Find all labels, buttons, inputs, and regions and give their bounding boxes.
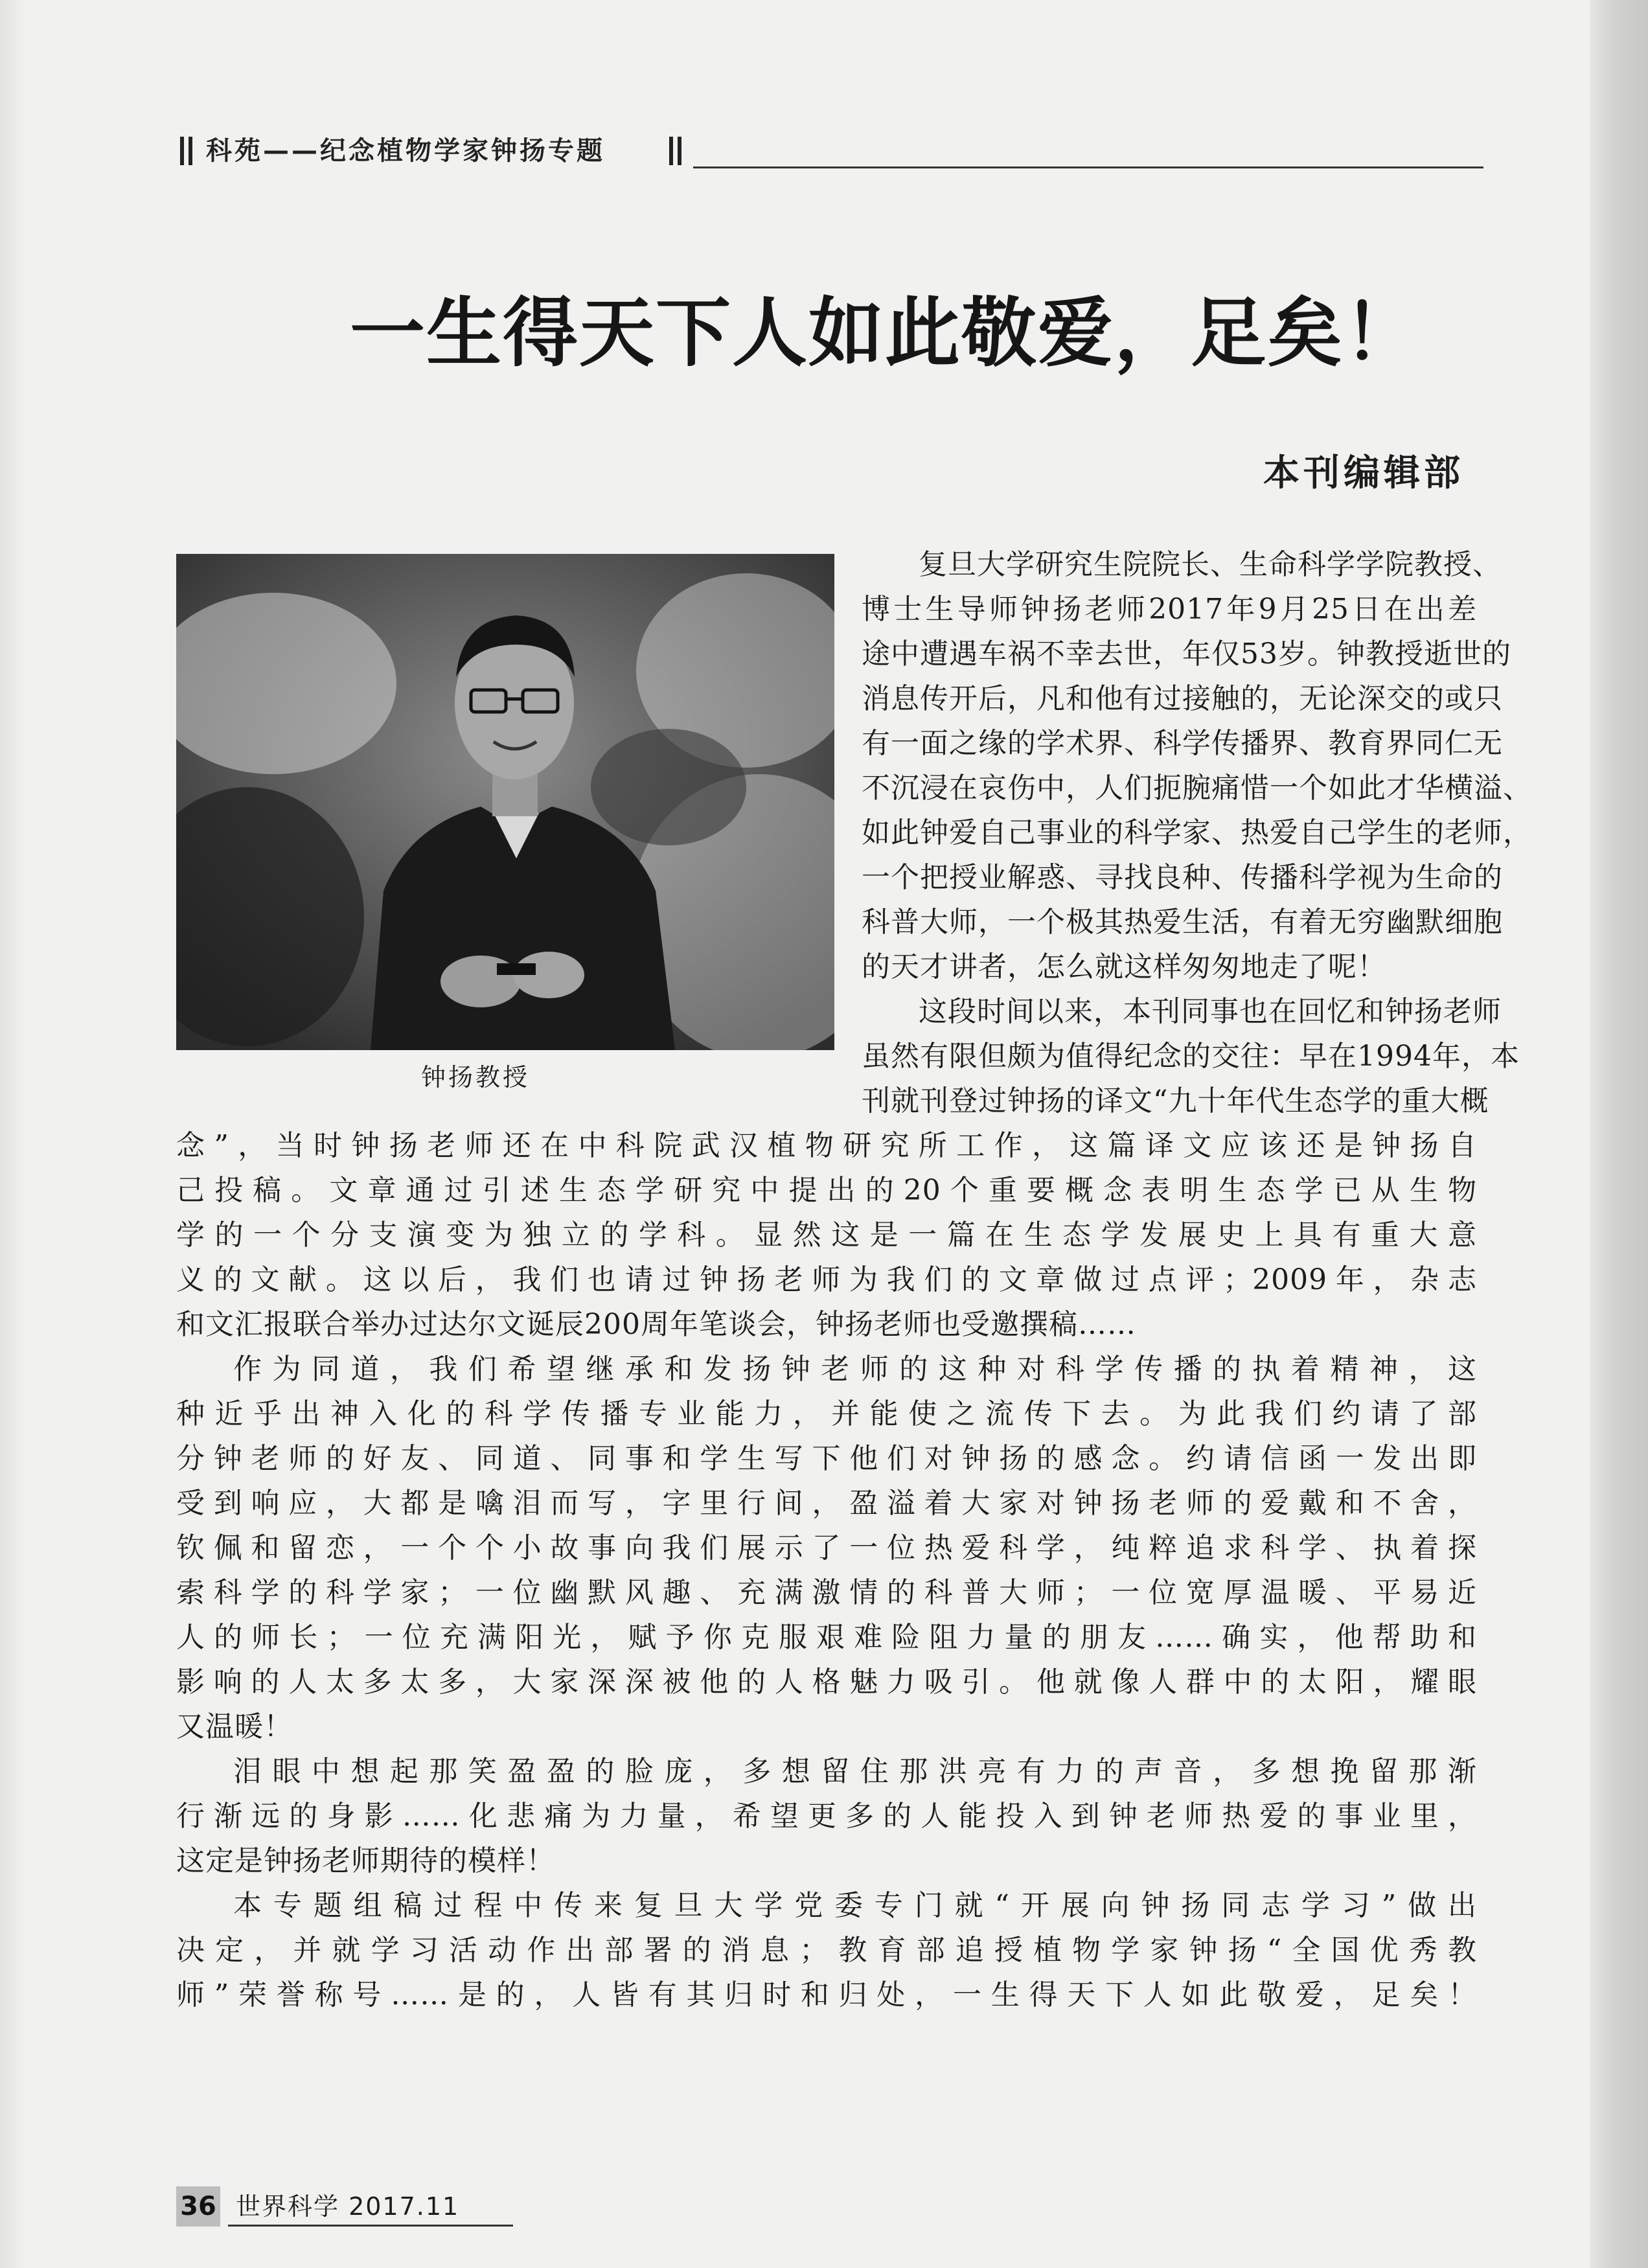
body-line: 作为同道，我们希望继承和发扬钟老师的这种对科学传播的执着精神，这 <box>233 1353 1477 1386</box>
body-line: 念”，当时钟扬老师还在中科院武汉植物研究所工作，这篇译文应该还是钟扬自 <box>176 1129 1477 1162</box>
body-line: 义的文献。这以后，我们也请过钟扬老师为我们的文章做过点评；2009年，杂志 <box>176 1263 1477 1296</box>
body-line: 科普大师，一个极其热爱生活，有着无穷幽默细胞 <box>862 906 1503 939</box>
body-line: 人的师长；一位充满阳光，赋予你克服艰难险阻力量的朋友……确实，他帮助和 <box>176 1621 1477 1654</box>
body-line: 博士生导师钟扬老师2017年9月25日在出差 <box>862 593 1477 626</box>
body-line: 这定是钟扬老师期待的模样！ <box>176 1844 555 1877</box>
body-line: 复旦大学研究生院院长、生命科学学院教授、 <box>919 548 1502 581</box>
body-line: 和文汇报联合举办过达尔文诞辰200周年笔谈会，钟扬老师也受邀撰稿…… <box>176 1308 1136 1341</box>
portrait-photo <box>176 554 834 1050</box>
body-line: 行渐远的身影……化悲痛为力量，希望更多的人能投入到钟老师热爱的事业里， <box>176 1800 1477 1833</box>
article-title: 一生得天下人如此敬爱，足矣！ <box>350 290 1420 377</box>
body-line: 分钟老师的好友、同道、同事和学生写下他们对钟扬的感念。约请信函一发出即 <box>176 1442 1477 1475</box>
body-line: 有一面之缘的学术界、科学传播界、教育界同仁无 <box>862 727 1503 760</box>
body-line: 消息传开后，凡和他有过接触的，无论深交的或只 <box>862 682 1503 715</box>
body-line: 如此钟爱自己事业的科学家、热爱自己学生的老师， <box>862 816 1532 849</box>
body-line: 本专题组稿过程中传来复旦大学党委专门就“开展向钟扬同志学习”做出 <box>233 1889 1477 1922</box>
body-line: 这段时间以来，本刊同事也在回忆和钟扬老师 <box>919 995 1502 1028</box>
body-line: 受到响应，大都是噙泪而写，字里行间，盈溢着大家对钟扬老师的爱戴和不舍， <box>176 1487 1477 1520</box>
page-number: 36 <box>176 2186 220 2227</box>
body-line: 钦佩和留恋，一个个小故事向我们展示了一位热爱科学，纯粹追求科学、执着探 <box>176 1531 1477 1564</box>
journal-issue: 世界科学 2017.11 <box>236 2192 460 2221</box>
page-footer <box>176 2186 513 2227</box>
body-line: 一个把授业解惑、寻找良种、传播科学视为生命的 <box>862 861 1503 894</box>
body-line: 泪眼中想起那笑盈盈的脸庞，多想留住那洪亮有力的声音，多想挽留那渐 <box>233 1755 1477 1788</box>
body-line: 的天才讲者，怎么就这样匆匆地走了呢！ <box>862 950 1386 983</box>
header-bars-left <box>180 137 194 165</box>
page-edge-right <box>1590 0 1648 2268</box>
footer-rule <box>228 2225 513 2227</box>
body-line: 种近乎出神入化的科学传播专业能力，并能使之流传下去。为此我们约请了部 <box>176 1397 1477 1430</box>
photo-caption: 钟扬教授 <box>421 1063 531 1092</box>
bleed-through <box>862 207 1432 246</box>
article-byline: 本刊编辑部 <box>1263 452 1464 494</box>
body-line: 刊就刊登过钟扬的译文“九十年代生态学的重大概 <box>862 1084 1489 1117</box>
page-edge-left <box>0 0 26 2268</box>
body-line: 途中遭遇车祸不幸去世，年仅53岁。钟教授逝世的 <box>862 637 1511 670</box>
header-bars-right <box>669 137 683 165</box>
body-line: 师”荣誉称号……是的，人皆有其归时和归处，一生得天下人如此敬爱，足矣！ <box>176 1978 1477 2011</box>
body-line: 决定，并就学习活动作出部署的消息；教育部追授植物学家钟扬“全国优秀教 <box>176 1934 1477 1967</box>
body-line: 影响的人太多太多，大家深深被他的人格魅力吸引。他就像人群中的太阳，耀眼 <box>176 1666 1477 1699</box>
section-header <box>180 133 1482 172</box>
body-line: 索科学的科学家；一位幽默风趣、充满激情的科普大师；一位宽厚温暖、平易近 <box>176 1576 1477 1609</box>
body-line: 学的一个分支演变为独立的学科。显然这是一篇在生态学发展史上具有重大意 <box>176 1219 1477 1252</box>
body-line: 不沉浸在哀伤中，人们扼腕痛惜一个如此才华横溢、 <box>862 772 1532 805</box>
body-line: 虽然有限但颇为值得纪念的交往：早在1994年，本 <box>862 1040 1520 1073</box>
header-rule <box>693 166 1483 168</box>
section-label: 科苑——纪念植物学家钟扬专题 <box>206 136 605 166</box>
body-line: 又温暖！ <box>176 1710 293 1743</box>
body-line: 己投稿。文章通过引述生态学研究中提出的20个重要概念表明生态学已从生物 <box>176 1174 1477 1207</box>
